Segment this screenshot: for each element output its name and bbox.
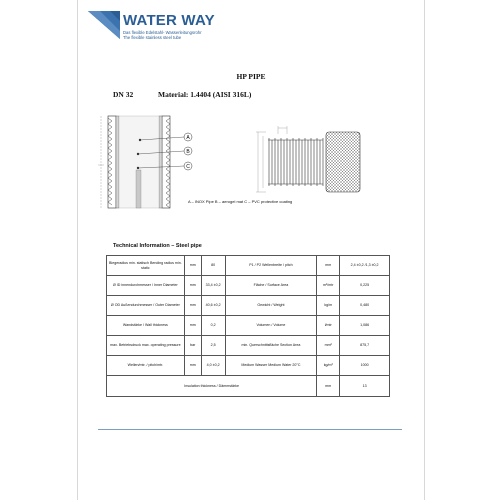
row-unit: mm² [317,336,340,356]
row-label: max. Betriebsdruck max. operating pressure [107,336,185,356]
row-unit: kg/m³ [317,356,340,376]
row-value: 13 [340,376,390,397]
nominal-diameter: DN 32 [113,90,134,99]
row-unit: l/mtr [317,316,340,336]
row-value: 33,4 ±0,2 [201,276,225,296]
document-page [78,0,424,500]
callout-b [184,147,192,155]
document-title: HP PIPE [236,72,266,81]
brand-tagline-de: Das flexible Edelstahl- Wasserleitungsrohr [123,30,202,35]
row-value: 0,480 [340,296,390,316]
row-label: Gewicht / Weight [225,296,317,316]
row-label: Fläche / Surface Area [225,276,317,296]
material-spec: Material: 1.4404 (AISI 316L) [158,90,252,99]
row-unit: mm [317,256,340,276]
row-label: Ø OD Außendurchmesser / Outer Diameter [107,296,185,316]
section-title: Technical Information – Steel pipe [113,243,202,249]
row-label: P1 / P2 Wellenbreite / pitch [225,256,317,276]
row-unit: mm [184,256,201,276]
technical-table [106,255,390,397]
row-label: Volumen / Volume [225,316,317,336]
row-value: 40,6 ±0,2 [201,296,225,316]
row-value: 0,225 [340,276,390,296]
table-row [107,276,390,296]
footer-divider [98,429,402,430]
row-label: Insulation thickness / Dämmstärke [107,376,317,397]
table-row [107,296,390,316]
pipe-side-view [256,126,360,192]
callout-b-label: B [186,149,190,155]
wave-logo-icon [88,11,120,39]
row-unit: mm [184,276,201,296]
row-label: Wellen/mtr. / pitch/mtr. [107,356,185,376]
callout-a [184,133,192,141]
callout-c-label: C [186,164,190,170]
row-unit: mm [184,296,201,316]
pipe-section-view [98,116,184,208]
row-unit: bar [184,336,201,356]
row-value: 1,086 [340,316,390,336]
brand-name: WATER WAY [123,12,215,29]
table-row [107,376,390,397]
row-unit: kg/m [317,296,340,316]
table-row [107,316,390,336]
row-label: Ø ID innendurchmesser / Inner Diameter [107,276,185,296]
row-unit: mm [184,356,201,376]
drawing-legend: A – INOX Pipe B – aerogel mat C – PVC protective coating [188,199,293,204]
row-unit: mm [317,376,340,397]
table-row [107,256,390,276]
row-value: 4,0 ±0,2 [201,356,225,376]
table-row [107,356,390,376]
row-label: min. Querschnittsfläche Section Area [225,336,317,356]
row-label: Biegeradius min. statisch Bending radius min. static [107,256,185,276]
callout-a-label: A [186,135,190,141]
row-unit: mm [184,316,201,336]
row-value: 2,4 ±0,2 /1,3 ±0,2 [340,256,390,276]
brand-tagline-en: The flexible stainless steel tube [123,35,182,40]
row-label: Wandstärke / Wall thickness [107,316,185,336]
row-value: 80 [201,256,225,276]
row-unit: m²/mtr [317,276,340,296]
row-label: Medium Wasser Medium Water 20°C [225,356,317,376]
table-row [107,336,390,356]
row-value: 0,2 [201,316,225,336]
callout-c [184,162,192,170]
row-value: 1000 [340,356,390,376]
row-value: 2,5 [201,336,225,356]
brand-logo [88,11,248,45]
row-value: 875,7 [340,336,390,356]
